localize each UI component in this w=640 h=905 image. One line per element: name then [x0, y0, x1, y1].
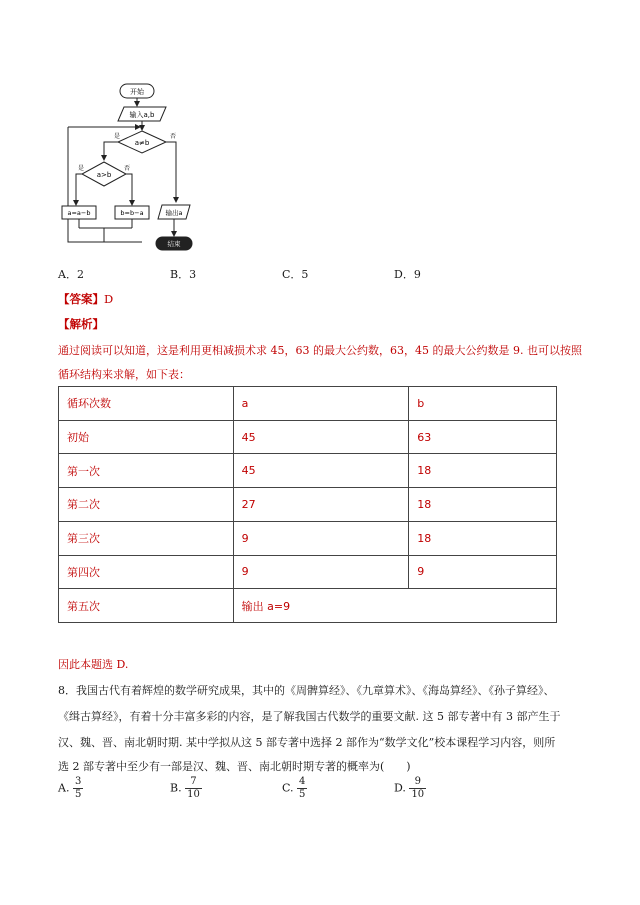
denominator: 10: [411, 789, 425, 800]
table-cell: 18: [409, 521, 557, 555]
conclusion: 因此本题选 D.: [58, 658, 129, 671]
start-label: 开始: [130, 88, 144, 96]
table-cell: 第二次: [59, 488, 234, 522]
table-row: [59, 555, 557, 589]
denominator: 5: [299, 789, 306, 800]
table-header-cell: a: [233, 387, 409, 421]
q8-option-a: [58, 776, 83, 801]
cond2-no-label: 否: [124, 165, 131, 172]
fraction: [185, 776, 202, 801]
answer-value: D: [104, 292, 114, 306]
answer-line: [58, 291, 113, 307]
fraction: [409, 776, 426, 801]
option-label: B.: [170, 781, 182, 795]
q7-option-b: B．3: [170, 268, 197, 281]
q7-option-a: A．2: [58, 268, 84, 281]
cond1-yes-label: 是: [114, 133, 121, 140]
table-cell: 27: [233, 488, 409, 522]
numerator: 7: [185, 776, 202, 789]
option-label: D.: [394, 781, 406, 795]
flowchart-diagram: [58, 78, 198, 260]
fraction: [73, 776, 83, 801]
loop-table: [58, 386, 557, 623]
q7-option-c: C．5: [282, 268, 309, 281]
table-cell: 第一次: [59, 454, 234, 488]
analysis-line-1: 通过阅读可以知道，这是利用更相减损术求 45，63 的最大公约数，63，45 的最大公约数是 9. 也可以按照: [58, 344, 582, 357]
table-cell: 45: [233, 454, 409, 488]
table-cell: 18: [409, 488, 557, 522]
numerator: 9: [409, 776, 426, 789]
cond1-label: a≠b: [134, 139, 150, 147]
end-label: 结束: [167, 240, 181, 248]
q8-option-b: [170, 776, 202, 801]
table-row: [59, 589, 557, 623]
table-cell: 9: [233, 555, 409, 589]
numerator: 4: [299, 776, 306, 787]
q8-option-c: [282, 776, 307, 801]
assign-b-label: b=b−a: [120, 209, 144, 217]
input-label: 输入a,b: [129, 111, 155, 119]
analysis-label: 【解析】: [58, 317, 104, 331]
table-row: [59, 454, 557, 488]
q8-option-d: [394, 776, 426, 801]
q8-line-2: 《缉古算经》，有着十分丰富多彩的内容，是了解我国古代数学的重要文献. 这 5 部专著中有 3 部产生于: [58, 710, 561, 723]
cond2-label: a>b: [96, 171, 112, 179]
option-label: C.: [282, 781, 294, 795]
cond1-no-label: 否: [170, 133, 177, 140]
table-header-row: [59, 387, 557, 421]
output-label: 输出a: [165, 209, 183, 217]
table-cell: 输出 a=9: [233, 589, 556, 623]
flowchart: [58, 78, 198, 260]
table-cell: 第五次: [59, 589, 234, 623]
q8-line-3: 汉、魏、晋、南北朝时期. 某中学拟从这 5 部专著中选择 2 部作为“数学文化”校本课程学习内容，则所: [58, 736, 556, 749]
table-row: [59, 488, 557, 522]
fraction: [297, 776, 307, 801]
option-label: A.: [58, 781, 70, 795]
table-header-cell: b: [409, 387, 557, 421]
answer-label: 【答案】: [58, 292, 104, 306]
q8-line-1: 8．我国古代有着辉煌的数学研究成果，其中的《周髀算经》、《九章算术》、《海岛算经》、《孙子算经》、: [58, 684, 555, 697]
denominator: 5: [74, 789, 82, 800]
table-cell: 63: [409, 420, 557, 454]
q7-option-d: D．9: [394, 268, 421, 281]
q8-line-4: 选 2 部专著中至少有一部是汉、魏、晋、南北朝时期专著的概率为( ): [58, 760, 411, 773]
table-header-cell: 循环次数: [59, 387, 234, 421]
numerator: 3: [74, 776, 82, 787]
table-cell: 第三次: [59, 521, 234, 555]
denominator: 10: [187, 789, 200, 800]
analysis-line-2: 循环结构来求解，如下表：: [58, 368, 190, 381]
table-cell: 9: [233, 521, 409, 555]
assign-a-label: a=a−b: [67, 209, 91, 217]
table-cell: 初始: [59, 420, 234, 454]
table-cell: 18: [409, 454, 557, 488]
table-cell: 45: [233, 420, 409, 454]
table-cell: 9: [409, 555, 557, 589]
table-row: [59, 521, 557, 555]
table-row: [59, 420, 557, 454]
cond2-yes-label: 是: [78, 165, 85, 172]
table-cell: 第四次: [59, 555, 234, 589]
